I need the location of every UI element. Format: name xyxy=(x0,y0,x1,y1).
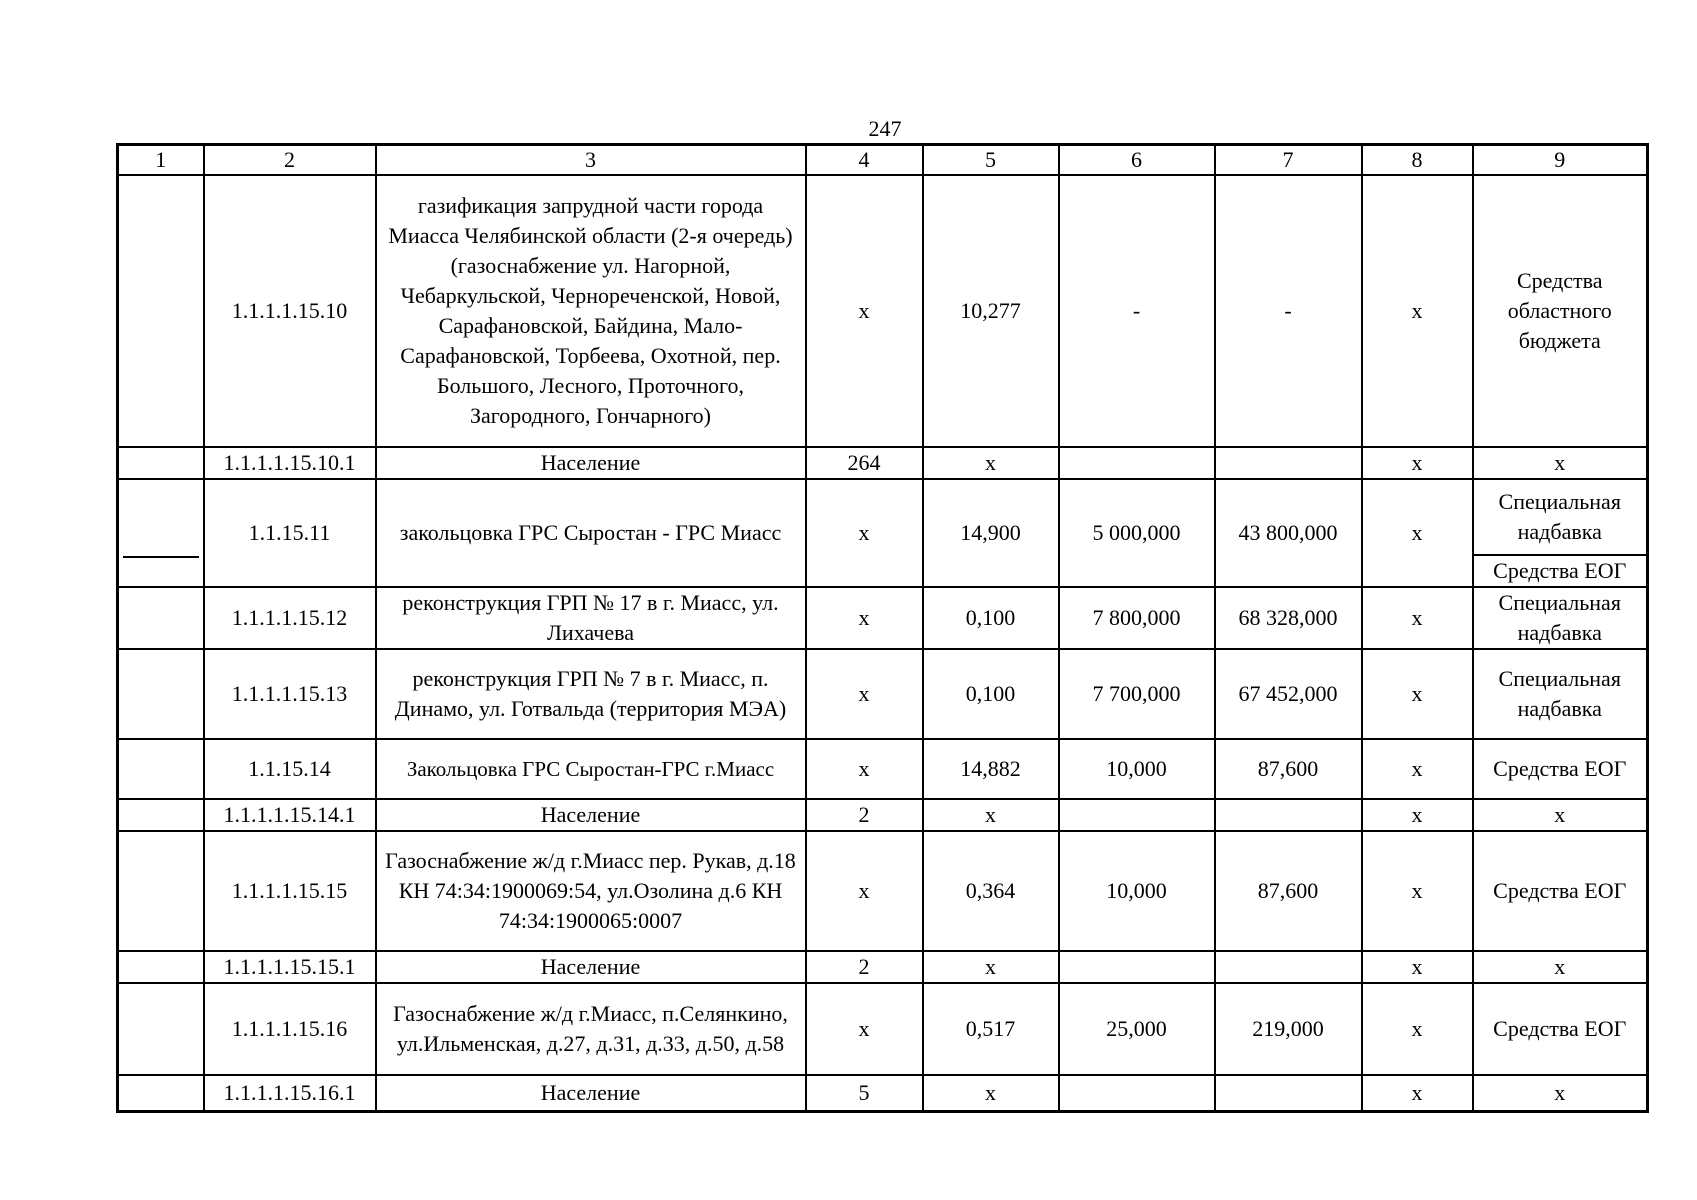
row-number-cell xyxy=(118,739,204,799)
cell-col4: х xyxy=(806,983,923,1075)
cell-col4: 2 xyxy=(806,799,923,831)
column-header: 1 xyxy=(118,145,204,176)
cell-col8: х xyxy=(1362,983,1473,1075)
funding-source: х xyxy=(1473,447,1648,479)
row-number-cell xyxy=(118,649,204,739)
table-row xyxy=(118,479,1648,555)
cell-col8: х xyxy=(1362,587,1473,649)
cell-col7: - xyxy=(1215,175,1362,447)
cell-col4: х xyxy=(806,587,923,649)
row-number-cell xyxy=(118,587,204,649)
row-number-cell xyxy=(118,479,204,587)
row-number-cell xyxy=(118,1075,204,1111)
cell-col5: х xyxy=(923,447,1059,479)
row-code: 1.1.15.14 xyxy=(204,739,376,799)
cell-col4: 5 xyxy=(806,1075,923,1111)
cell-col7: 219,000 xyxy=(1215,983,1362,1075)
row-description: Население xyxy=(376,447,806,479)
cell-col5: 0,517 xyxy=(923,983,1059,1075)
funding-source: Специальная надбавка xyxy=(1473,649,1648,739)
data-table xyxy=(116,143,1649,1113)
cell-col5: х xyxy=(923,951,1059,983)
cell-col7: 87,600 xyxy=(1215,831,1362,951)
table-row xyxy=(118,831,1648,951)
cell-col6 xyxy=(1059,951,1215,983)
cell-col8: х xyxy=(1362,175,1473,447)
cell-col8: х xyxy=(1362,799,1473,831)
row-description: реконструкция ГРП № 7 в г. Миасс, п. Динамо, ул. Готвальда (территория МЭА) xyxy=(376,649,806,739)
funding-source: Специальная надбавка xyxy=(1473,587,1648,649)
cell-col7: 68 328,000 xyxy=(1215,587,1362,649)
funding-source: Средства ЕОГ xyxy=(1473,555,1648,587)
cell-col4: х xyxy=(806,739,923,799)
cell-col6: - xyxy=(1059,175,1215,447)
cell-col8: х xyxy=(1362,951,1473,983)
column-header: 5 xyxy=(923,145,1059,176)
row-description: Население xyxy=(376,799,806,831)
row-description: Население xyxy=(376,951,806,983)
row-number-cell xyxy=(118,983,204,1075)
row-description: Газоснабжение ж/д г.Миасс пер. Рукав, д.18 КН 74:34:1900069:54, ул.Озолина д.6 КН 74:34:1900065:0007 xyxy=(376,831,806,951)
cell-col7: 67 452,000 xyxy=(1215,649,1362,739)
funding-source: х xyxy=(1473,1075,1648,1111)
row-description: газификация запрудной части города Миасса Челябинской области (2-я очередь) (газоснабжение ул. Нагорной, Чебаркульской, Чернореченской, Новой, Сарафановской, Байдина, Мало-Сарафановской, Торбеева, Охотной, пер. Большого, Лесного, Проточного, Загородного, Гончарного) xyxy=(376,175,806,447)
row-code: 1.1.1.1.15.16.1 xyxy=(204,1075,376,1111)
cell-col8: х xyxy=(1362,831,1473,951)
cell-col7 xyxy=(1215,951,1362,983)
cell-col5: х xyxy=(923,799,1059,831)
column-header: 7 xyxy=(1215,145,1362,176)
row-code: 1.1.1.1.15.10 xyxy=(204,175,376,447)
table-row xyxy=(118,175,1648,447)
cell-col5: 14,900 xyxy=(923,479,1059,587)
cell-col8: х xyxy=(1362,649,1473,739)
cell-col4: 264 xyxy=(806,447,923,479)
cell-col5: 10,277 xyxy=(923,175,1059,447)
row-code: 1.1.1.1.15.10.1 xyxy=(204,447,376,479)
table-row xyxy=(118,447,1648,479)
header-row xyxy=(118,145,1648,176)
cell-col6: 10,000 xyxy=(1059,739,1215,799)
row-code: 1.1.1.1.15.12 xyxy=(204,587,376,649)
row-code: 1.1.1.1.15.16 xyxy=(204,983,376,1075)
funding-source: х xyxy=(1473,799,1648,831)
row-description: Закольцовка ГРС Сыростан-ГРС г.Миасс xyxy=(376,739,806,799)
funding-source: Средства ЕОГ xyxy=(1473,739,1648,799)
cell-col7 xyxy=(1215,1075,1362,1111)
cell-col8: х xyxy=(1362,447,1473,479)
column-header: 6 xyxy=(1059,145,1215,176)
row-number-cell xyxy=(118,175,204,447)
row-code: 1.1.15.11 xyxy=(204,479,376,587)
row-code: 1.1.1.1.15.15.1 xyxy=(204,951,376,983)
row-number-cell xyxy=(118,831,204,951)
row-description: Газоснабжение ж/д г.Миасс, п.Селянкино, ул.Ильменская, д.27, д.31, д.33, д.50, д.58 xyxy=(376,983,806,1075)
cell-col5: 14,882 xyxy=(923,739,1059,799)
row-number-cell xyxy=(118,799,204,831)
row-number-subcell xyxy=(123,480,199,558)
funding-source: Средства ЕОГ xyxy=(1473,831,1648,951)
row-number-subcell xyxy=(123,558,199,586)
cell-col8: х xyxy=(1362,479,1473,587)
row-number-cell xyxy=(118,447,204,479)
cell-col7: 87,600 xyxy=(1215,739,1362,799)
cell-col4: х xyxy=(806,831,923,951)
table-row xyxy=(118,951,1648,983)
cell-col4: 2 xyxy=(806,951,923,983)
page-number: 247 xyxy=(868,116,902,141)
row-description: закольцовка ГРС Сыростан - ГРС Миасс xyxy=(376,479,806,587)
column-header: 4 xyxy=(806,145,923,176)
cell-col4: х xyxy=(806,175,923,447)
table-row xyxy=(118,983,1648,1075)
row-code: 1.1.1.1.15.13 xyxy=(204,649,376,739)
column-header: 8 xyxy=(1362,145,1473,176)
cell-col6 xyxy=(1059,799,1215,831)
cell-col6: 7 800,000 xyxy=(1059,587,1215,649)
row-description: реконструкция ГРП № 17 в г. Миасс, ул. Лихачева xyxy=(376,587,806,649)
cell-col4: х xyxy=(806,479,923,587)
funding-source: Средства областного бюджета xyxy=(1473,175,1648,447)
cell-col7 xyxy=(1215,447,1362,479)
cell-col6: 7 700,000 xyxy=(1059,649,1215,739)
cell-col6: 10,000 xyxy=(1059,831,1215,951)
table-row xyxy=(118,739,1648,799)
row-code: 1.1.1.1.15.14.1 xyxy=(204,799,376,831)
funding-source: Специальная надбавка xyxy=(1473,479,1648,555)
cell-col4: х xyxy=(806,649,923,739)
cell-col6 xyxy=(1059,1075,1215,1111)
column-header: 9 xyxy=(1473,145,1648,176)
table-row xyxy=(118,587,1648,649)
cell-col8: х xyxy=(1362,739,1473,799)
column-header: 3 xyxy=(376,145,806,176)
row-code: 1.1.1.1.15.15 xyxy=(204,831,376,951)
funding-source: Средства ЕОГ xyxy=(1473,983,1648,1075)
cell-col6 xyxy=(1059,447,1215,479)
cell-col5: 0,100 xyxy=(923,587,1059,649)
cell-col5: 0,100 xyxy=(923,649,1059,739)
cell-col6: 25,000 xyxy=(1059,983,1215,1075)
cell-col8: х xyxy=(1362,1075,1473,1111)
funding-source: х xyxy=(1473,951,1648,983)
table-row xyxy=(118,799,1648,831)
cell-col7: 43 800,000 xyxy=(1215,479,1362,587)
row-description: Население xyxy=(376,1075,806,1111)
cell-col7 xyxy=(1215,799,1362,831)
cell-col6: 5 000,000 xyxy=(1059,479,1215,587)
row-number-cell xyxy=(118,951,204,983)
table-row xyxy=(118,649,1648,739)
table-row xyxy=(118,1075,1648,1111)
cell-col5: х xyxy=(923,1075,1059,1111)
column-header: 2 xyxy=(204,145,376,176)
cell-col5: 0,364 xyxy=(923,831,1059,951)
